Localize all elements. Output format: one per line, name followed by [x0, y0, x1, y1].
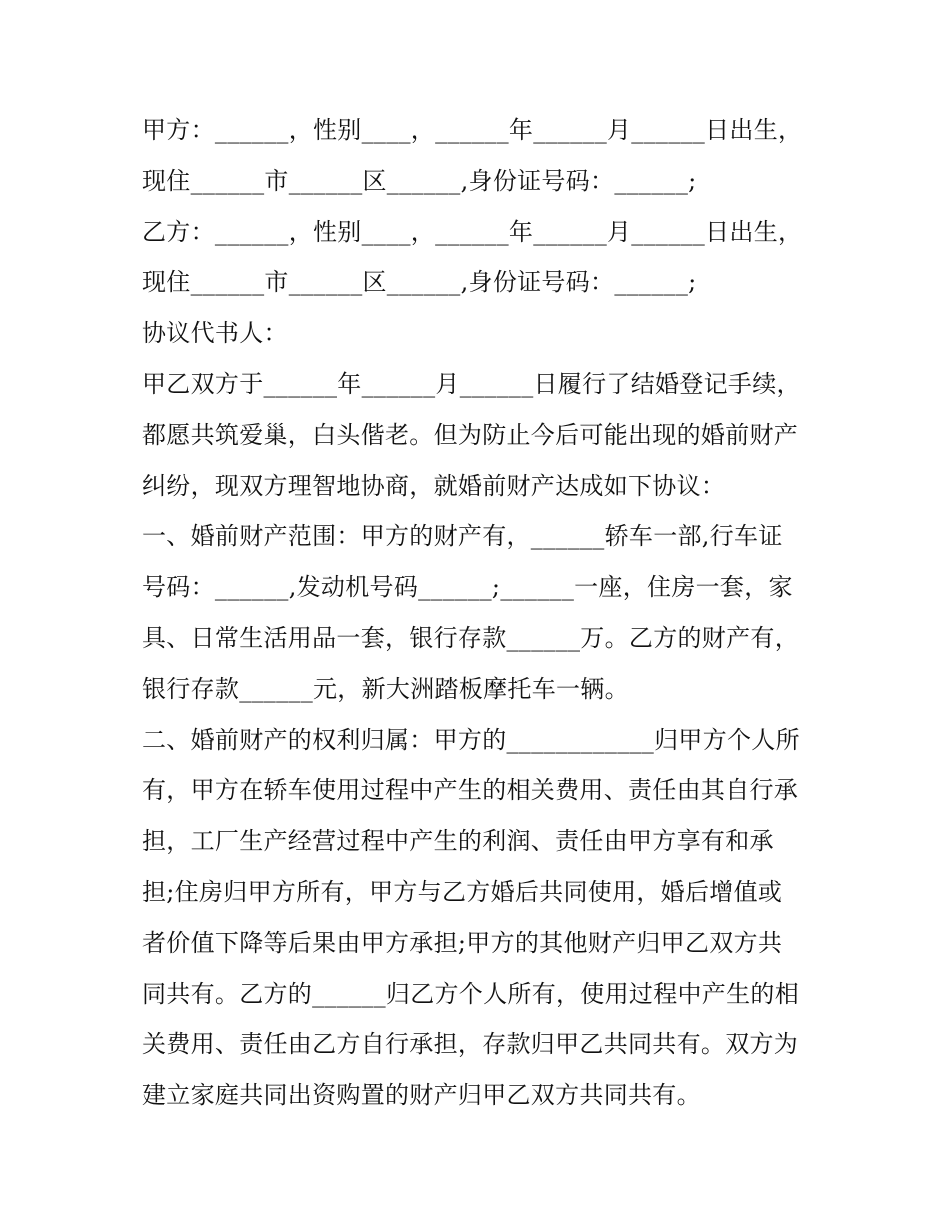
party-a-address-line: 现住______市______区______,身份证号码：______; — [142, 166, 697, 195]
section-two-line: 二、婚前财产的权利归属：甲方的____________归甲方个人所 — [142, 725, 800, 754]
section-two-line: 建立家庭共同出资购置的财产归甲乙双方共同共有。 — [142, 1081, 701, 1110]
section-one-line: 一、婚前财产范围：甲方的财产有，______轿车一部,行车证 — [142, 522, 783, 551]
party-a-info-line: 甲方：______，性别____，______年______月______日出生， — [142, 116, 803, 144]
section-one-line: 银行存款______元，新大洲踏板摩托车一辆。 — [142, 674, 629, 703]
party-b-address-line: 现住______市______区______,身份证号码：______; — [142, 268, 697, 297]
party-b-info-line: 乙方：______，性别____，______年______月______日出生， — [142, 217, 803, 246]
section-one-line: 具、日常生活用品一套，银行存款______万。乙方的财产有， — [142, 623, 799, 652]
paragraph-line: 纠纷，现双方理智地协商，就婚前财产达成如下协议： — [142, 471, 726, 500]
section-two-line: 担，工厂生产经营过程中产生的利润、责任由甲方享有和承 — [142, 827, 774, 856]
section-two-line: 关费用、责任由乙方自行承担，存款归甲乙共同共有。双方为 — [142, 1030, 799, 1059]
section-two-line: 同共有。乙方的______归乙方个人所有，使用过程中产生的相 — [142, 979, 799, 1008]
section-two-line: 有，甲方在轿车使用过程中产生的相关费用、责任由其自行承 — [142, 776, 799, 805]
paragraph-line: 甲乙双方于______年______月______日履行了结婚登记手续， — [142, 369, 801, 398]
agreement-drafter-line: 协议代书人： — [142, 319, 288, 348]
section-one-line: 号码：______,发动机号码______;______一座，住房一套，家 — [142, 573, 793, 602]
section-two-line: 担;住房归甲方所有，甲方与乙方婚后共同使用，婚后增值或 — [142, 877, 783, 906]
paragraph-line: 都愿共筑爱巢，白头偕老。但为防止今后可能出现的婚前财产 — [142, 420, 799, 449]
document-body — [142, 105, 822, 1121]
section-two-line: 者价值下降等后果由甲方承担;甲方的其他财产归甲乙双方共 — [142, 928, 783, 957]
